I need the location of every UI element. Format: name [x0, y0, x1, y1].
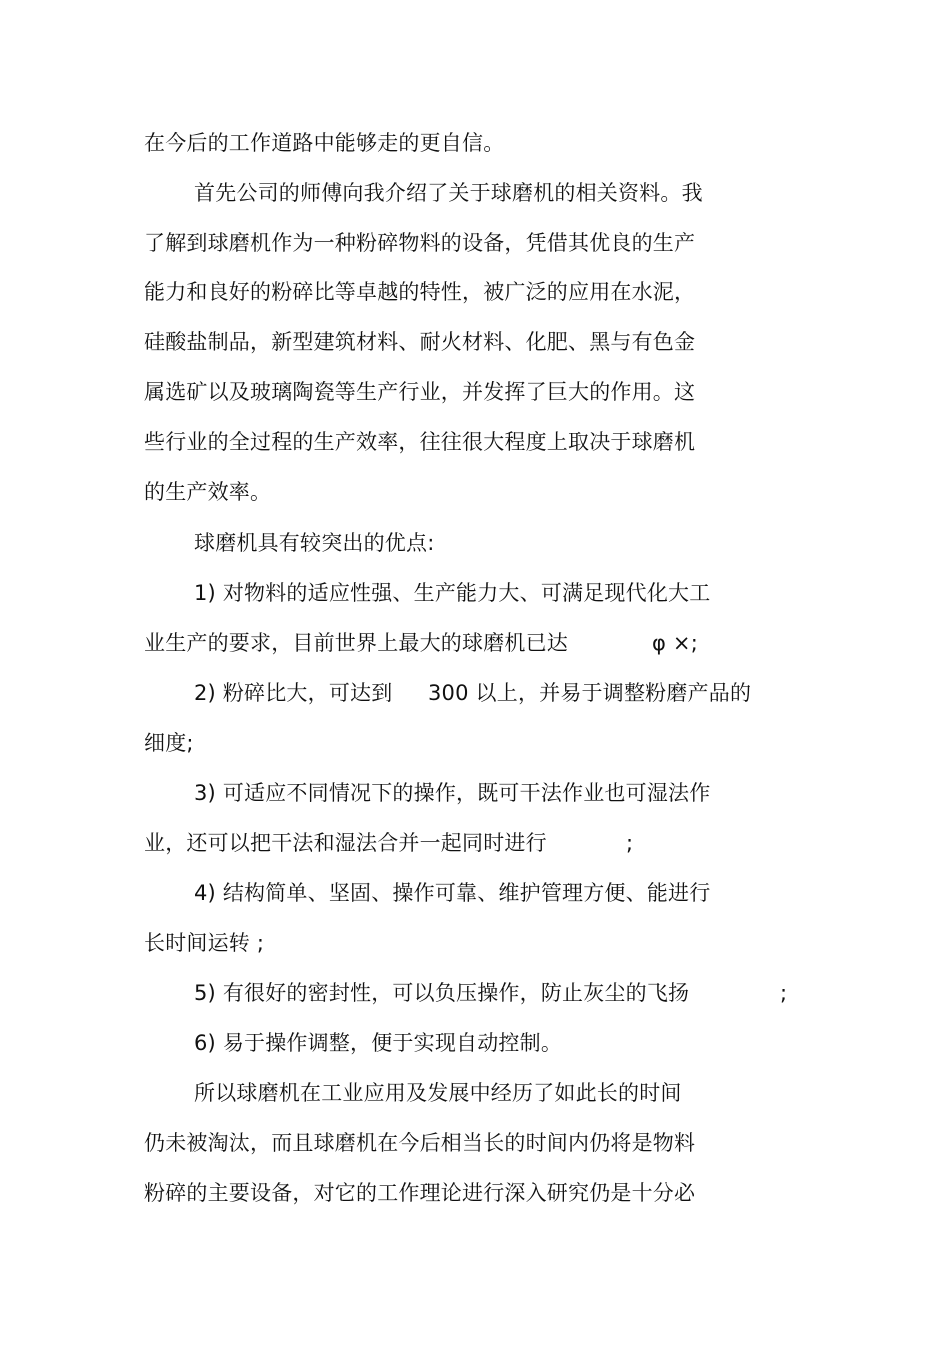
- paragraph-line: 首先公司的师傅向我介绍了关于球磨机的相关资料。我: [194, 181, 703, 205]
- list-item: 3) 可适应不同情况下的操作，既可干法作业也可湿法作: [194, 781, 711, 805]
- paragraph-line: 能力和良好的粉碎比等卓越的特性，被广泛的应用在水泥，: [144, 280, 696, 304]
- paragraph-line: 些行业的全过程的生产效率，往往很大程度上取决于球磨机: [144, 430, 696, 454]
- paragraph-line: 所以球磨机在工业应用及发展中经历了如此长的时间: [194, 1081, 682, 1105]
- list-item-continuation: ;: [626, 831, 634, 855]
- paragraph-line: 硅酸盐制品，新型建筑材料、耐火材料、化肥、黑与有色金: [144, 330, 696, 354]
- paragraph-line: 在今后的工作道路中能够走的更自信。: [144, 131, 505, 155]
- list-item: 300 以上，并易于调整粉磨产品的: [428, 681, 752, 705]
- list-item: 2) 粉碎比大，可达到: [194, 681, 393, 705]
- list-item-continuation: 业生产的要求，目前世界上最大的球磨机已达: [144, 631, 568, 655]
- list-item: 4) 结构简单、坚固、操作可靠、维护管理方便、能进行: [194, 881, 711, 905]
- list-item: 5) 有很好的密封性，可以负压操作，防止灰尘的飞扬: [194, 981, 690, 1005]
- list-item-continuation: 细度;: [144, 731, 194, 755]
- paragraph-line: 了解到球磨机作为一种粉碎物料的设备，凭借其优良的生产: [144, 231, 696, 255]
- list-item-continuation: 业，还可以把干法和湿法合并一起同时进行: [144, 831, 547, 855]
- paragraph-line: 仍未被淘汰，而且球磨机在今后相当长的时间内仍将是物料: [144, 1131, 696, 1155]
- list-item-continuation: φ ×;: [652, 631, 698, 655]
- list-heading: 球磨机具有较突出的优点:: [194, 531, 435, 555]
- list-item-continuation: 长时间运转 ;: [144, 931, 265, 955]
- paragraph-line: 属选矿以及玻璃陶瓷等生产行业，并发挥了巨大的作用。这: [144, 380, 696, 404]
- list-item: 6) 易于操作调整，便于实现自动控制。: [194, 1031, 563, 1055]
- paragraph-line: 粉碎的主要设备，对它的工作理论进行深入研究仍是十分必: [144, 1181, 696, 1205]
- paragraph-line: 的生产效率。: [144, 480, 272, 504]
- list-item: 1) 对物料的适应性强、生产能力大、可满足现代化大工: [194, 581, 711, 605]
- list-item: ;: [780, 981, 788, 1005]
